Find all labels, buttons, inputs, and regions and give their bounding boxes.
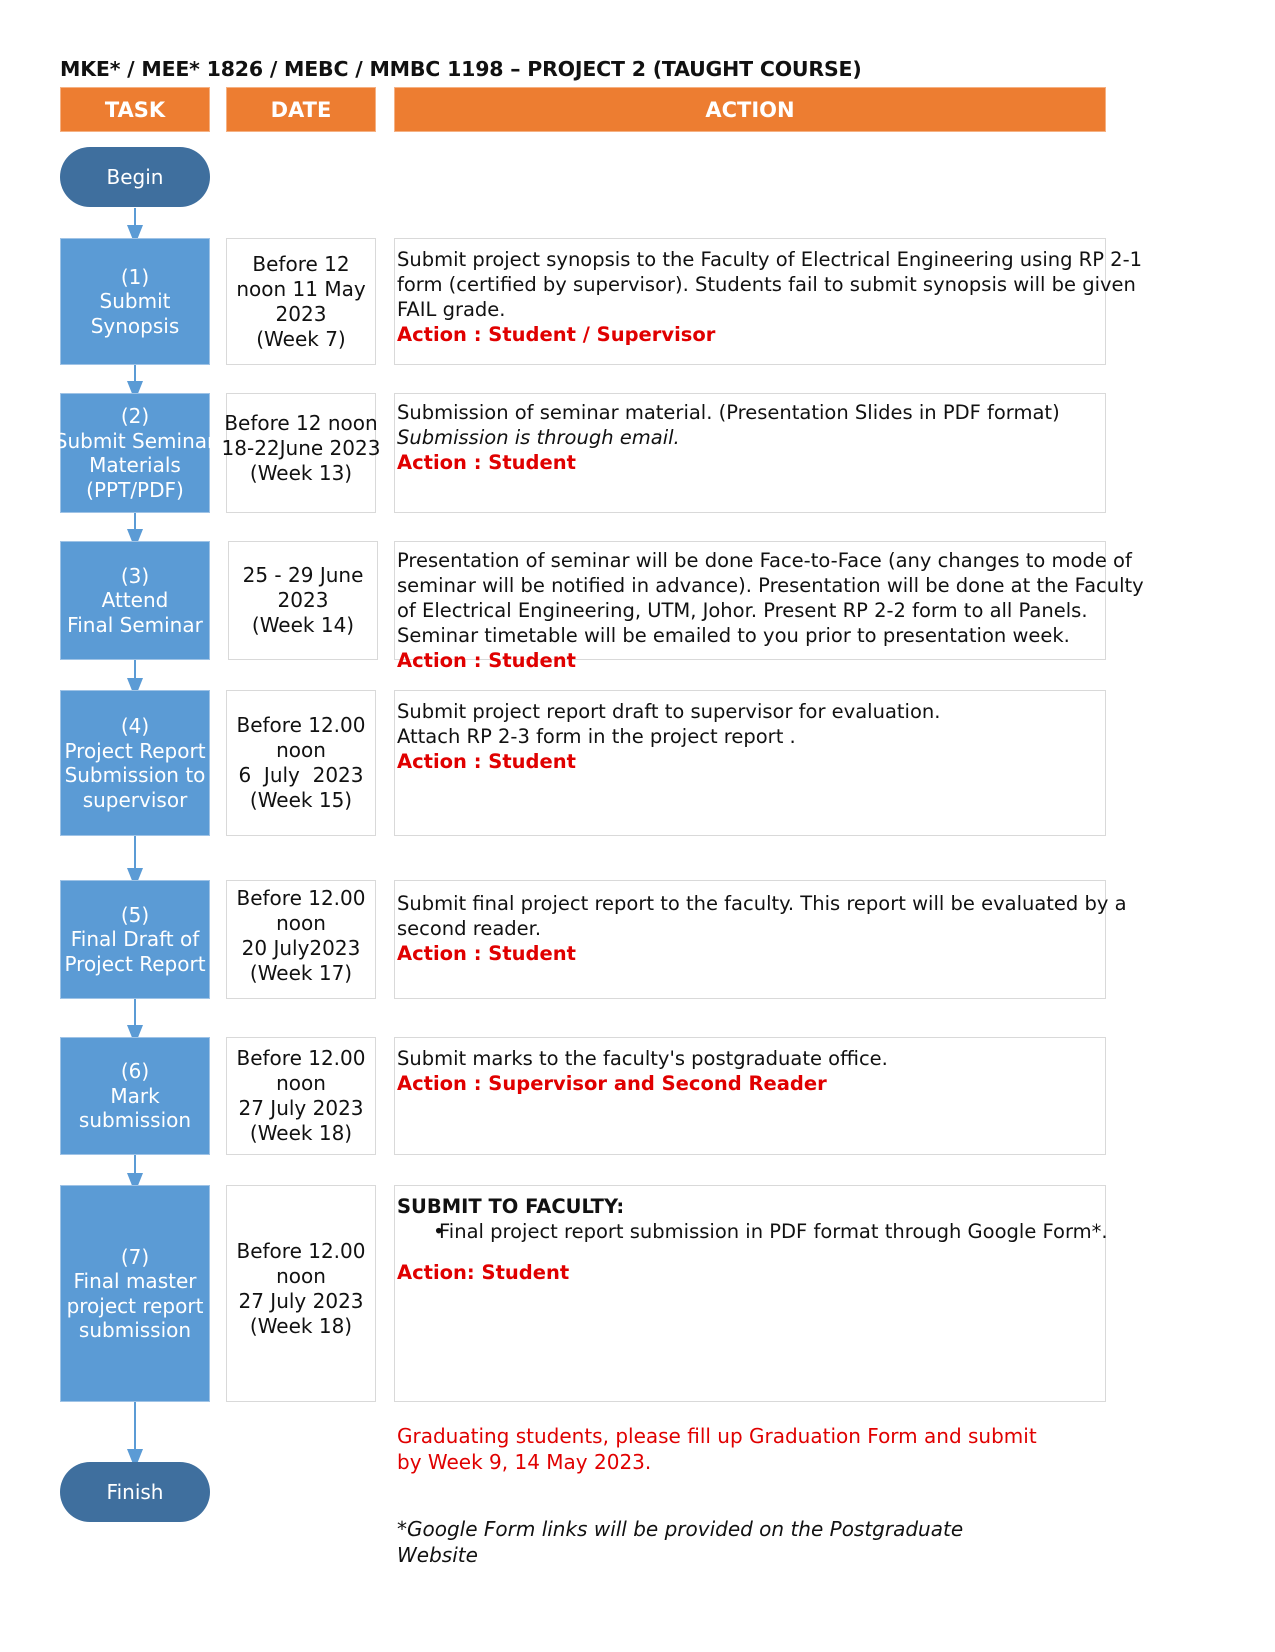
action-3-line: of Electrical Engineering, UTM, Johor. Present RP 2-2 form to all Panels. [397, 599, 1088, 622]
task-box-3 [60, 541, 210, 660]
task-1-line: Synopsis [90, 313, 180, 338]
action-box-6 [394, 1037, 1106, 1155]
action-5-line: Submit final project report to the faculty. This report will be evaluated by a [397, 892, 1127, 915]
date-3-line: 25 - 29 June [242, 563, 364, 587]
date-3-line: 2023 [277, 588, 329, 612]
action-3-line: Seminar timetable will be emailed to you prior to presentation week. [397, 624, 1070, 647]
action-box-3 [394, 541, 1144, 672]
task-5-line: (5) [120, 902, 150, 927]
action-3-line: seminar will be notified in advance). Presentation will be done at the Faculty [397, 574, 1144, 597]
task-box-6 [60, 1037, 210, 1155]
graduation-note-line: by Week 9, 14 May 2023. [397, 1450, 652, 1474]
task-6-line: (6) [120, 1059, 150, 1084]
date-2-line: Before 12 noon [224, 410, 378, 435]
footnote [397, 1516, 963, 1568]
task-3-line: Attend [101, 588, 169, 613]
task-box-2 [54, 393, 216, 513]
task-2-line: (2) [120, 404, 150, 428]
date-2-line: (Week 13) [249, 460, 353, 485]
begin-terminal: Begin [60, 147, 210, 207]
header-task: TASK [60, 87, 210, 132]
date-3-line: (Week 14) [251, 613, 355, 637]
header-action: ACTION [394, 87, 1106, 132]
date-6-line: noon [276, 1071, 326, 1095]
action-2-label: Action : Student [397, 451, 576, 474]
date-box-7 [226, 1185, 376, 1402]
date-box-1 [226, 238, 376, 365]
date-box-5 [226, 880, 376, 999]
date-4-line: 6 July 2023 [238, 763, 364, 787]
task-6-line: Mark [110, 1083, 160, 1108]
date-5-line: 20 July2023 [241, 935, 361, 960]
task-7-line: Final master [73, 1269, 197, 1293]
date-1-line: (Week 7) [256, 326, 346, 351]
action-2-line: Submission of seminar material. (Presentation Slides in PDF format) [397, 401, 1060, 424]
task-box-5 [60, 880, 210, 999]
date-4-line: Before 12.00 [236, 713, 366, 737]
action-box-1 [394, 238, 1143, 365]
action-4-label: Action : Student [397, 750, 576, 773]
task-4-line: Submission to [64, 763, 206, 787]
task-3-line: Final Seminar [67, 612, 203, 637]
task-5-line: Final Draft of [70, 927, 200, 952]
date-box-4 [226, 690, 376, 836]
action-6-line: Submit marks to the faculty's postgraduate office. [397, 1047, 888, 1070]
action-4-line: Attach RP 2-3 form in the project report . [397, 725, 796, 748]
date-6-line: 27 July 2023 [238, 1096, 364, 1120]
task-2-line: Materials [89, 453, 181, 477]
action-7-label: Action: Student [397, 1261, 570, 1284]
date-box-2 [221, 393, 381, 513]
date-1-line: 2023 [275, 301, 327, 326]
action-2-italic-note: Submission is through email. [397, 426, 680, 449]
action-box-4 [394, 690, 1106, 836]
header-date: DATE [226, 87, 376, 132]
action-4-line: Submit project report draft to supervisor for evaluation. [397, 700, 941, 723]
date-2-line: 18-22June 2023 [221, 435, 381, 460]
action-1-label: Action : Student / Supervisor [397, 323, 716, 346]
action-box-5 [394, 880, 1127, 999]
action-7-bullet: • Final project report submission in PDF format through Google Form*. [397, 1219, 1102, 1244]
task-4-line: (4) [120, 714, 150, 738]
action-6-label: Action : Supervisor and Second Reader [397, 1072, 827, 1095]
page-title: MKE* / MEE* 1826 / MEBC / MMBC 1198 – PROJECT 2 (TAUGHT COURSE) [60, 57, 862, 81]
action-5-line: second reader. [397, 917, 542, 940]
task-4-line: Project Report [64, 738, 206, 763]
date-7-line: 27 July 2023 [238, 1288, 364, 1313]
action-box-2 [394, 393, 1106, 513]
date-7-line: (Week 18) [249, 1313, 353, 1338]
task-box-1 [60, 238, 210, 365]
date-4-line: (Week 15) [249, 788, 353, 812]
task-1-line: (1) [120, 264, 150, 289]
action-7-heading: SUBMIT TO FACULTY: [397, 1195, 625, 1218]
footnote-line: *Google Form links will be provided on the Postgraduate [397, 1517, 964, 1541]
date-7-line: noon [276, 1263, 326, 1288]
task-box-7 [60, 1185, 210, 1402]
task-5-line: Project Report [64, 951, 206, 976]
date-4-line: noon [276, 738, 326, 762]
date-7-line: Before 12.00 [236, 1238, 366, 1263]
action-3-label: Action : Student [397, 649, 576, 672]
footnote-line: Website [397, 1543, 478, 1567]
action-box-7 [394, 1185, 1106, 1402]
date-6-line: Before 12.00 [236, 1046, 366, 1070]
action-1-line: form (certified by supervisor). Students fail to submit synopsis will be given [397, 273, 1136, 296]
action-1-line: FAIL grade. [397, 298, 506, 321]
task-7-line: (7) [120, 1244, 150, 1269]
task-4-line: supervisor [82, 787, 188, 812]
task-7-line: project report [66, 1293, 204, 1318]
date-5-line: noon [276, 910, 326, 935]
task-6-line: submission [78, 1108, 192, 1133]
task-box-4 [60, 690, 210, 836]
action-5-label: Action : Student [397, 942, 576, 965]
graduation-note [397, 1423, 1037, 1475]
date-1-line: Before 12 [252, 251, 350, 276]
finish-terminal: Finish [60, 1462, 210, 1522]
date-box-3 [228, 541, 378, 660]
date-5-line: Before 12.00 [236, 885, 366, 910]
task-1-line: Submit [99, 289, 171, 314]
action-1-line: Submit project synopsis to the Faculty of Electrical Engineering using RP 2-1 [397, 248, 1143, 271]
date-1-line: noon 11 May [236, 276, 366, 301]
task-2-line: Submit Seminar [54, 428, 216, 453]
task-2-line: (PPT/PDF) [86, 477, 184, 502]
date-box-6 [226, 1037, 376, 1155]
date-5-line: (Week 17) [249, 960, 353, 985]
task-3-line: (3) [120, 563, 150, 588]
action-3-line: Presentation of seminar will be done Face-to-Face (any changes to mode of [397, 549, 1132, 572]
graduation-note-line: Graduating students, please fill up Graduation Form and submit [397, 1424, 1037, 1448]
date-6-line: (Week 18) [249, 1121, 353, 1145]
task-7-line: submission [78, 1318, 192, 1342]
